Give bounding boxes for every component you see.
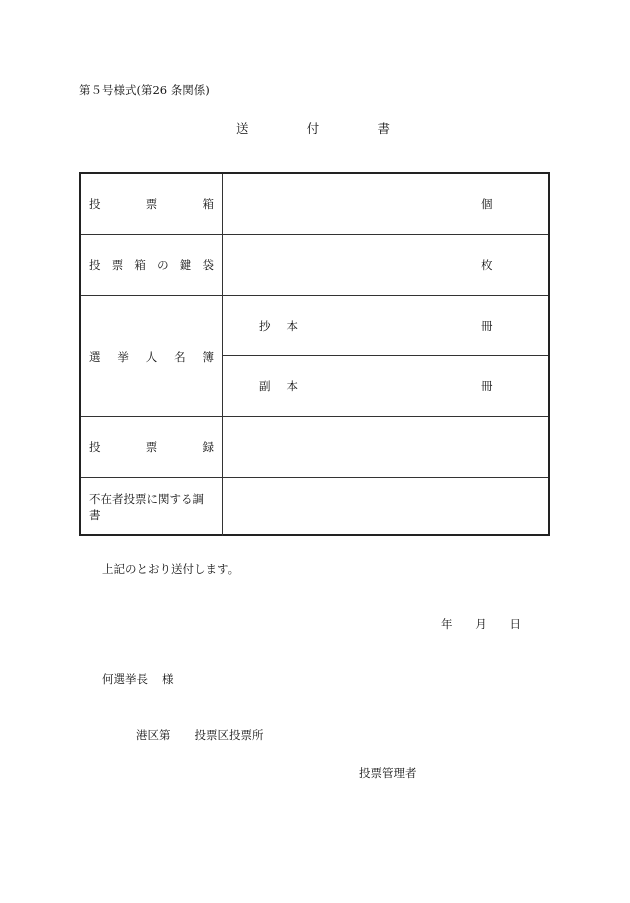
table-row (81, 235, 548, 296)
unit-label: 冊 (481, 379, 493, 393)
sender-role: 投票管理者 (359, 766, 417, 780)
row-label-electoral-roll: 選 挙 人 名 簿 (81, 296, 223, 417)
date-line (441, 616, 521, 632)
form-number: 第５号様式(第26 条関係) (79, 83, 210, 97)
row-label-ballot-box: 投 票 箱 (81, 174, 223, 234)
document-title (236, 119, 390, 137)
statement-text: 上記のとおり送付します。 (102, 562, 240, 576)
title-char: 書 (377, 121, 390, 136)
sub-row-copy: 副 本 冊 (259, 379, 493, 393)
sender-office: 港区第 投票区投票所 (136, 728, 264, 742)
date-month: 月 (475, 617, 487, 631)
addressee-honorific: 様 (162, 672, 174, 686)
title-char: 付 (306, 121, 320, 136)
table-row (81, 417, 548, 478)
row-label-key-bag: 投 票 箱 の 鍵 袋 (81, 235, 223, 295)
unit-label: 冊 (481, 318, 493, 333)
date-day: 日 (509, 617, 521, 631)
title-char: 送 (236, 121, 249, 136)
table-row (81, 478, 548, 536)
addressee-name: 何選挙長 (102, 672, 148, 686)
unit-label: 枚 (481, 258, 493, 272)
date-year: 年 (441, 617, 453, 631)
row-label-voting-record: 投 票 録 (81, 417, 223, 477)
table-row (81, 296, 548, 417)
sub-row-extract: 抄 本 冊 (223, 296, 548, 356)
row-label-absentee-report: 不在者投票に関する調書 (81, 478, 223, 536)
transmittal-table (79, 172, 550, 536)
table-row (81, 174, 548, 235)
addressee (102, 671, 174, 687)
unit-label: 個 (481, 197, 493, 211)
